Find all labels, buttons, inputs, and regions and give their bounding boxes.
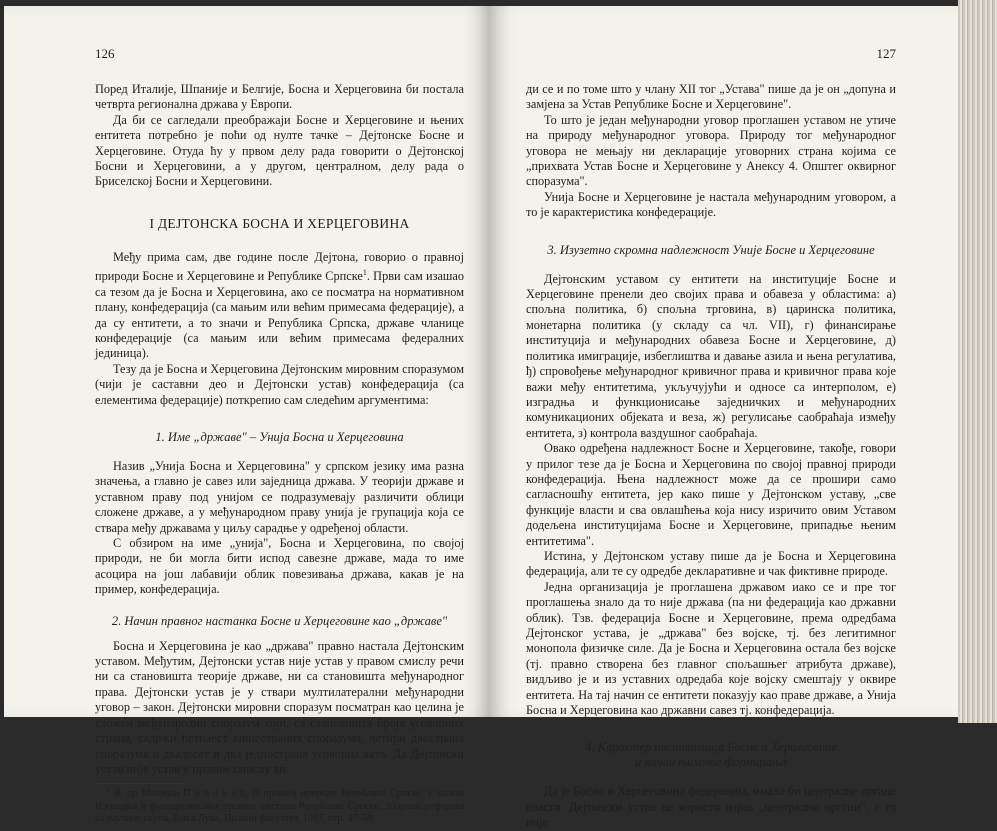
paragraph: Тезу да је Босна и Херцеговина Дејтонским мировним споразумом (чији је саставни део и Дејтонски устав) конфедерација (са елементима федерације) поткрепио сам следећим аргументима: <box>95 361 464 407</box>
paragraph: Поред Италије, Шпаније и Белгије, Босна и Херцеговина би постала четврта регионална држава у Европи. <box>95 82 464 112</box>
paragraph: Босна и Херцеговина је као „држава" правно настала Дејтонским уставом. Међутим, Дејтонски устав није устав у правом смислу речи ни са становишта теорије државе, ни са становишта међународног права. Дејтонски устав је у ствари мултилатерални међународни уговор – закон. Дејтонски мировни споразум посматран као целина је сложен међународни споразум који, са становишта броја уговорних страна, садржи петнаест вишестраних споразума, четири двострана споразума и двадесет и два једнострана уговорна акта. Да Дејтонски устав није устав у правом смислу ви- <box>95 638 464 776</box>
section-heading: 3. Изузетно скромна надлежност Уније Босне и Херцеговине <box>547 242 875 257</box>
paragraph-text: . Први сам изашао са тезом да је Босна и Херцеговина, ако се посматра на нормативном плану, конфедерација (са мањим или већим примесама федерације), а да су ентитети, а то значи и Република Српска, државе чланице конфедерације (са мањим или већим примесама федералних јединица). <box>95 269 464 361</box>
left-page <box>4 6 490 825</box>
page-edges <box>958 0 997 723</box>
footnote: ¹ В. др Милијан П о п о в и ћ, О правној природи Републике Српске, у књизи Изградња и функционисање правног система Републике Српске, Зборник реферата са научног скупа, Бања Лука, Правни факултет, 1997, стр. 47–59. <box>95 788 464 825</box>
section-heading: 2. Начин правног настанка Босне и Херцеговине као „државе" <box>111 613 448 628</box>
paragraph: Назив „Унија Босна и Херцеговина" у српском језику има разна значења, а главно је савез или заједница држава. У теорији државе и уставном праву под унијом се подразумевају различити облици сложене државе, а у међународном праву унија је групација која се ствара међу државама у циљу сарадње у одређеној области. <box>95 459 464 535</box>
chapter-heading: I ДЕЈТОНСКА БОСНА И ХЕРЦЕГОВИНА <box>149 215 410 231</box>
paragraph: Истина, у Дејтонском уставу пише да је Босна и Херцеговина федерација, али те су одредбе декларативне и чак фиктивне природе. <box>526 548 896 579</box>
section-heading: 1. Име „државе" – Унија Босна и Херцеговина <box>155 430 404 444</box>
page-number-left: 126 <box>95 46 115 61</box>
paragraph: Да је Босна и Херцеговина федерација, имала би централне органе власти. Дејтонски устав не користи израз „централни органи", а то није <box>526 784 896 830</box>
paragraph: ди се и по томе што у члану XII тог „Устава" пише да је он „допуна и замјена за Устав Републике Босне и Херцеговине". <box>526 82 896 112</box>
section-heading <box>526 740 896 770</box>
paragraph <box>95 250 464 362</box>
paragraph: Овако одређена надлежност Босне и Херцеговине, такође, говори у прилог тезе да је Босна и Херцеговина по својој правној природи конфедерација. Њена надлежност може да се прошири само сагласношћу ентитета, јер како пише у Дејтонском уставу, „све функције власти и сва овлашћења која нису изричито овим Уставом додељена институцијама Босне и Херцеговине, припадње њеним ентитетима". <box>526 441 896 548</box>
footnote-rule <box>95 783 185 784</box>
paragraph-text: Међу прима сам, две године после Дејтона, говорио о правној природи Босне и Херцеговине и Републике Српске <box>95 249 464 284</box>
page-number-right: 127 <box>876 46 896 61</box>
paragraph: Да би се сагледали преображаји Босне и Херцеговине и њених ентитета потребно је поћи од нулте тачке – Дејтонске Босне и Херцеговине. Отуда ћу у првом делу рада говорити о Дејтонској Босни и Херцеговини, а у другом, централном, делу рада о Бриселској Босни и Херцеговини. <box>95 112 464 189</box>
paragraph: С обзиром на име „унија", Босна и Херцеговина, по својој природи, не би могла бити испод савезне државе, мада то име асоцира на још лабавији облик повезивања држава, какав је на пример, конфедерација. <box>95 536 464 597</box>
footnote-marker: 1 <box>362 268 367 278</box>
paragraph: Унија Босне и Херцеговине је настала међународним уговором, а то је карактеристика конфедерације. <box>526 189 896 220</box>
section-heading-line: и начин њиховог формирања <box>635 755 787 770</box>
section-heading-line: 4. Карактер институција Босне и Херцеговине <box>585 740 837 755</box>
right-page <box>490 6 958 830</box>
paragraph: Дејтонским уставом су ентитети на институције Босне и Херцеговине пренели део својих права и обавеза у областима: а) спољна политика, б) спољна трговина, в) царинска политика, монетарна политика (у складу са чл. VII), г) финансирање институција и међународних обавеза Босне и Херцеговине, д) политика имиграције, избеглиштва и давање азила и њена регулатива, ђ) спровођење међународног кривичног права и кривичног права које важи међу ентитетима, укључујући и односе са интерполом, е) изградња и функционисање заједничких и међународних комуникационих објеката и веза, ж) регулисање саобраћаја између ентитета, з) контрола ваздушног саобраћаја. <box>526 271 896 440</box>
paragraph: То што је један међународни уговор проглашен уставом не утиче на природу међународног уговора. Природу тог међународног уговора не мењају ни декларације уговорних страна којима се „прихвата Устав Босне и Херцеговине у Анексу 4. Општег оквирног споразума". <box>526 112 896 189</box>
paragraph: Једна организација је проглашена државом иако се и пре тог проглашења знало да то није држава (па ни федерација као државни облик). Тзв. федерација Босне и Херцеговине, према одредбама Дејтонског устава, је „држава" без војске, тј. без легитимног монопола физичке силе. Да је Босна и Херцеговина остала без војске (тј. правно створена без главног спољашњег атрибута државе), видљиво је и из уставних одредаба које војску смештају у оквире ентитета. На тај начин се ентитети показују као праве државе, а Унија Босна и Херцеговина као државни савез тј. конфедерација. <box>526 579 896 718</box>
